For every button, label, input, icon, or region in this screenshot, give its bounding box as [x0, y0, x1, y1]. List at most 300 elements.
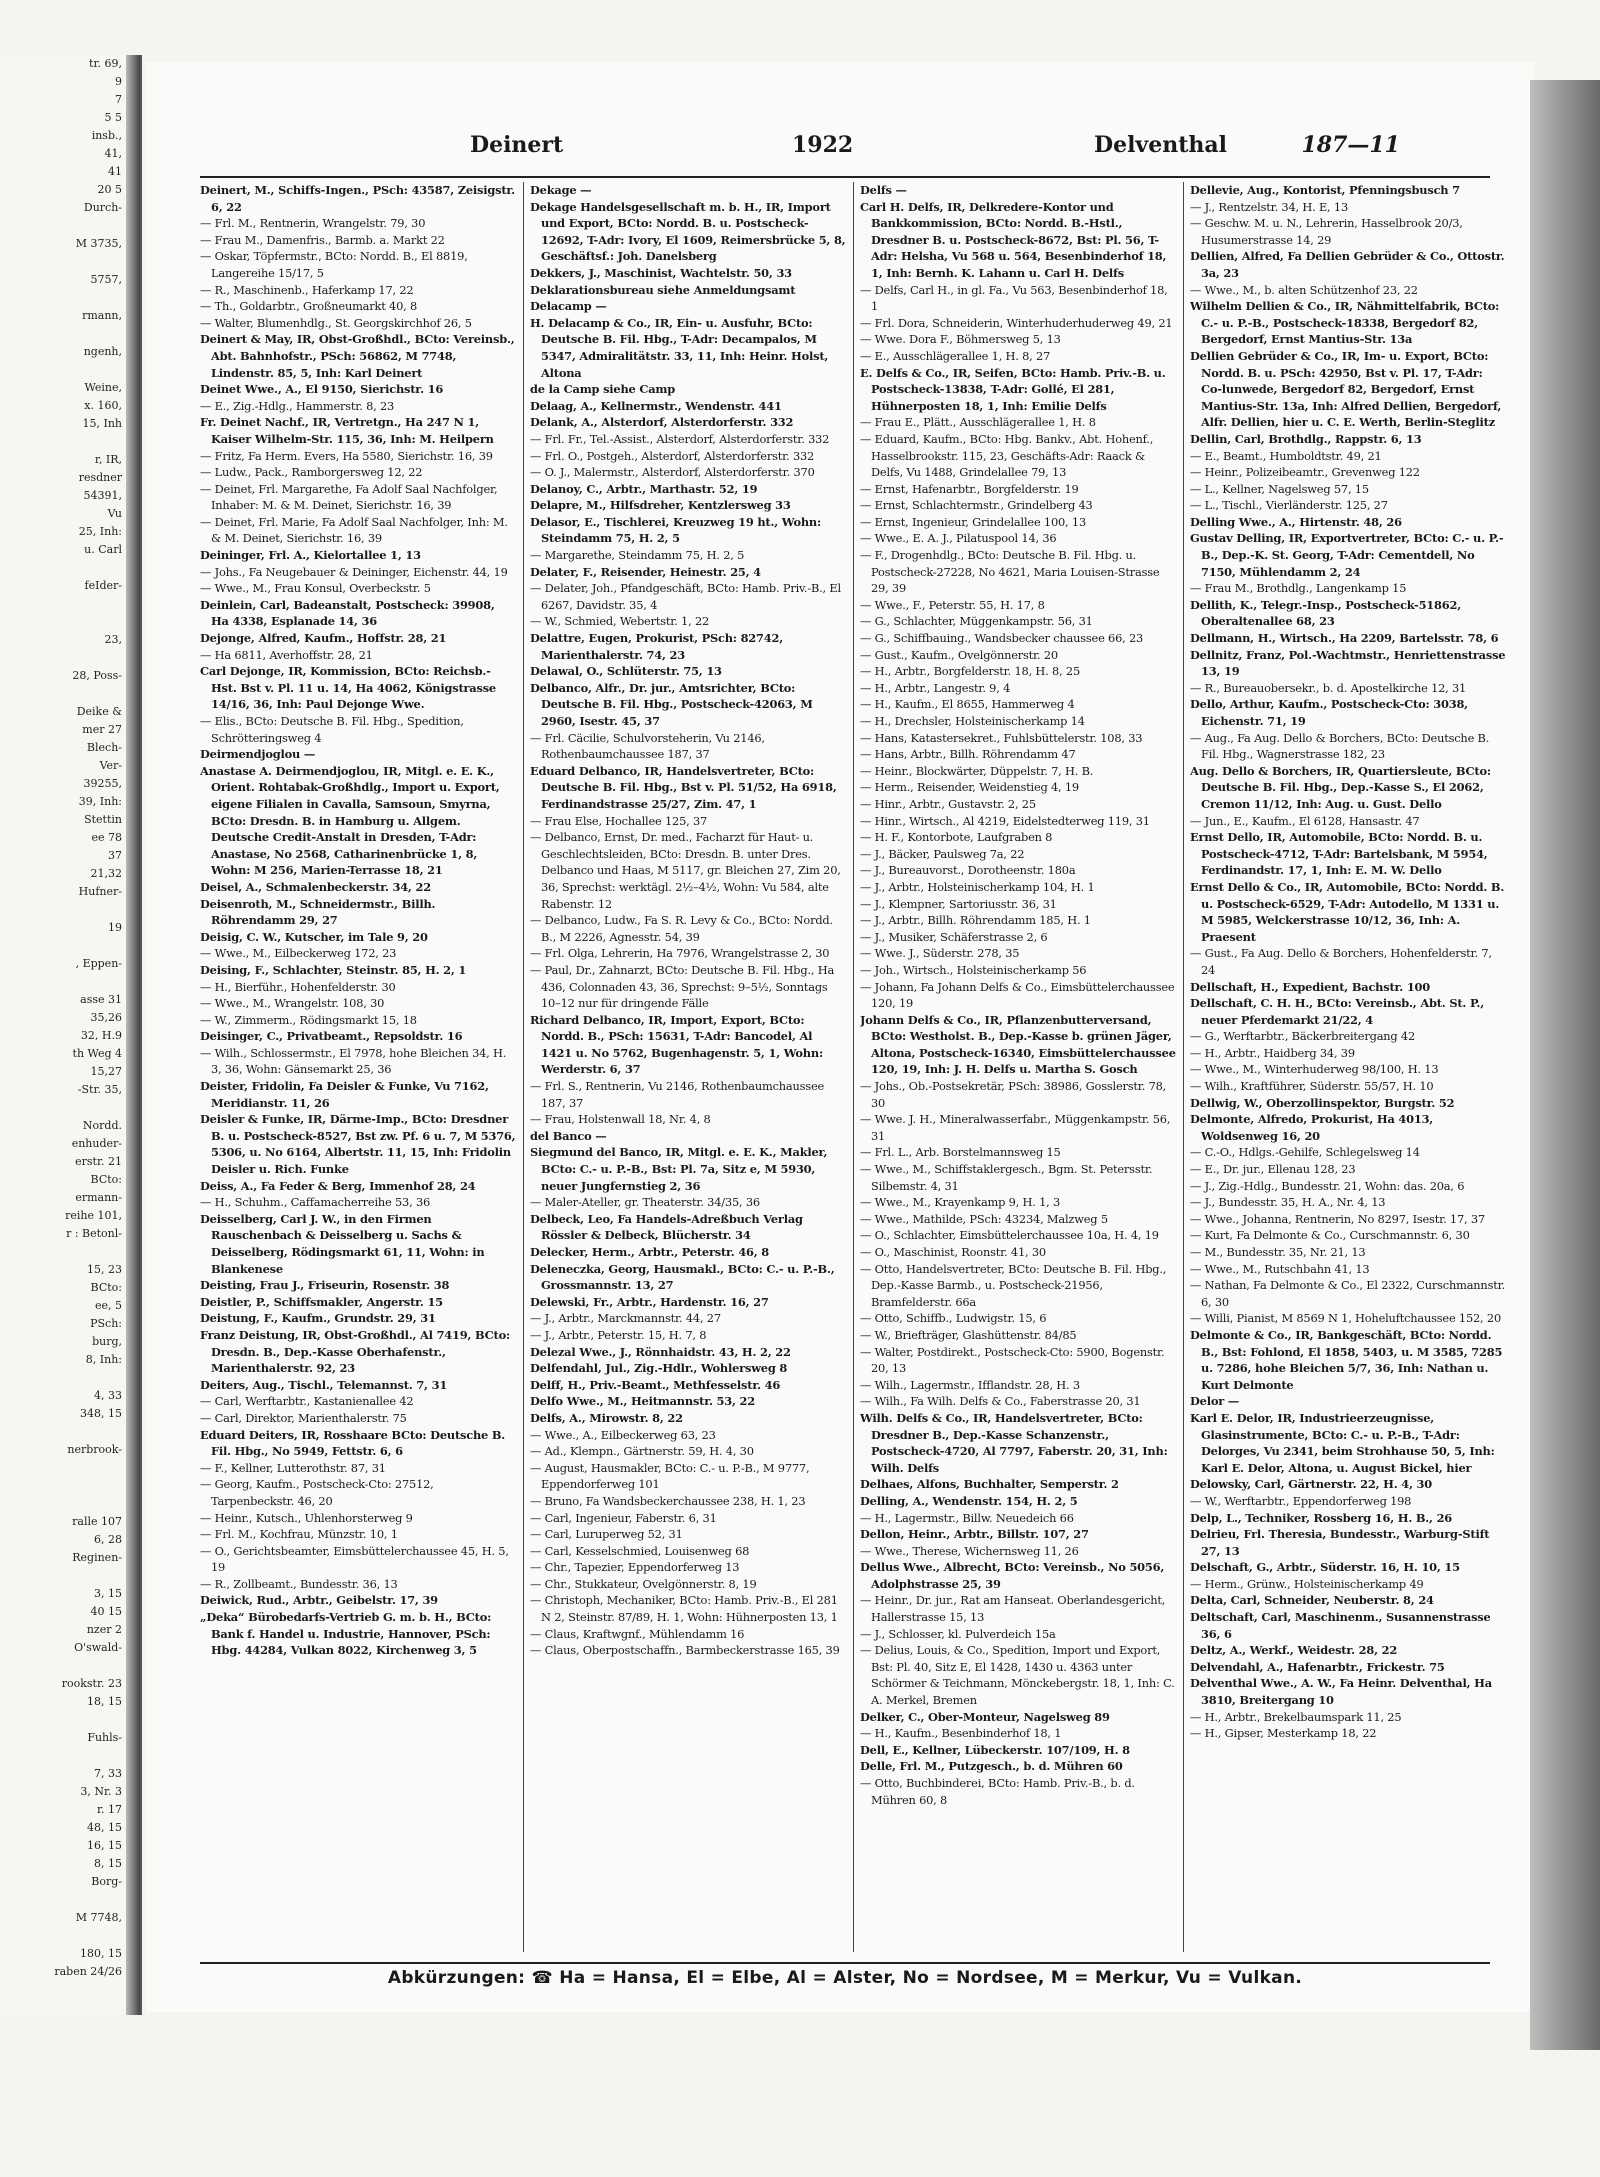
directory-entry: — Kurt, Fa Delmonte & Co., Curschmannstr. 6, 30 — [1190, 1228, 1470, 1243]
previous-page-line — [0, 217, 140, 235]
previous-page-line: asse 31 — [80, 993, 122, 1006]
directory-entry: — Wwe., M., Krayenkamp 9, H. 1, 3 — [860, 1195, 1061, 1210]
directory-entry: Ernst Dello & Co., IR, Automobile, BCto: Nordd. B. u. Postscheck-6529, T-Adr: Autodello, M 1331 u. M 5985, Welckerstrasse 10/12, 36, Inh: A. Praesent — [1190, 879, 1505, 944]
directory-entry: — Th., Goldarbtr., Großneumarkt 40, 8 — [200, 299, 418, 314]
directory-entry: Deisinger, C., Privatbeamt., Repsoldstr. 16 — [200, 1029, 463, 1044]
directory-entry: — J., Klempner, Sartoriusstr. 36, 31 — [860, 896, 1057, 911]
previous-page-line: ee 78 — [91, 831, 122, 844]
directory-entry: — Gust., Fa Aug. Dello & Borchers, Hohenfelderstr. 7, 24 — [1190, 946, 1492, 977]
previous-page-line: 32, H.9 — [80, 1029, 122, 1042]
directory-entry: — Herm., Reisender, Weidenstieg 4, 19 — [860, 780, 1079, 795]
directory-entry: — E., Dr. jur., Ellenau 128, 23 — [1190, 1162, 1356, 1177]
previous-page-line: rmann, — [82, 309, 122, 322]
directory-entry: — Aug., Fa Aug. Dello & Borchers, BCto: Deutsche B. Fil. Hbg., Wagnerstrasse 182, 23 — [1190, 730, 1490, 762]
column-3 — [860, 182, 1176, 1952]
directory-entry: — J., Schlosser, kl. Pulverdeich 15a — [860, 1626, 1056, 1641]
directory-entry: — W., Schmied, Webertstr. 1, 22 — [530, 614, 710, 629]
directory-entry: — F., Drogenhdlg., BCto: Deutsche B. Fil. Hbg. u. Postscheck-27228, No 4621, Maria Louisen-Strasse 29, 39 — [860, 548, 1160, 596]
directory-entry: Richard Delbanco, IR, Import, Export, BCto: Nordd. B., PSch: 15631, T-Adr: Bancodel, Al 1421 u. No 5762, Bugenhagenstr. 5, 1, Wohn: Werderstr. 6, 37 — [530, 1012, 823, 1077]
directory-entry: — Chr., Tapezier, Eppendorferweg 13 — [530, 1560, 740, 1575]
directory-entry: Deiwick, Rud., Arbtr., Geibelstr. 17, 39 — [200, 1593, 438, 1608]
previous-page-line: raben 24/26 — [54, 1965, 122, 1978]
previous-page-line: r : Betonl- — [66, 1227, 122, 1240]
directory-entry: — E., Zig.-Hdlg., Hammerstr. 8, 23 — [200, 398, 395, 413]
previous-page-line: feIder- — [84, 579, 122, 592]
directory-entry: — Heinr., Dr. jur., Rat am Hanseat. Oberlandesgericht, Hallerstrasse 15, 13 — [860, 1593, 1166, 1625]
directory-entry: Dekkers, J., Maschinist, Wachtelstr. 50, 33 — [530, 265, 792, 280]
directory-entry: Deisting, Frau J., Friseurin, Rosenstr. 38 — [200, 1278, 450, 1293]
directory-entry: — Frau E., Plätt., Ausschlägerallee 1, H. 8 — [860, 415, 1096, 430]
directory-entry: — J., Bureauvorst., Dorotheenstr. 180a — [860, 863, 1076, 878]
directory-entry: — Bruno, Fa Wandsbeckerchaussee 238, H. 1, 23 — [530, 1493, 806, 1508]
directory-entry: Delbeck, Leo, Fa Handels-Adreßbuch Verlag Rössler & Delbeck, Blücherstr. 34 — [530, 1211, 803, 1243]
directory-entry: Delasor, E., Tischlerei, Kreuzweg 19 ht., Wohn: Steindamm 75, H. 2, 5 — [530, 514, 822, 546]
previous-page-line — [0, 433, 140, 451]
previous-page-line: resdner — [78, 471, 122, 484]
directory-entry: — H., Kaufm., Besenbinderhof 18, 1 — [860, 1726, 1062, 1741]
previous-page-line: Fuhls- — [87, 1731, 122, 1744]
directory-entry: Dellith, K., Telegr.-Insp., Postscheck-51862, Oberaltenallee 68, 23 — [1190, 597, 1461, 629]
directory-entry: — Willi, Pianist, M 8569 N 1, Hoheluftchaussee 152, 20 — [1190, 1311, 1501, 1326]
previous-page-line: PSch: — [90, 1317, 122, 1330]
previous-page-line: tr. 69, — [89, 57, 122, 70]
directory-entry: Delta, Carl, Schneider, Neuberstr. 8, 24 — [1190, 1593, 1434, 1608]
directory-entry: — Delfs, Carl H., in gl. Fa., Vu 563, Besenbinderhof 18, 1 — [860, 282, 1168, 314]
directory-entry: Deiters, Aug., Tischl., Telemannst. 7, 31 — [200, 1377, 448, 1392]
previous-page-line — [0, 1567, 140, 1585]
previous-page-line: 21,32 — [90, 867, 122, 880]
directory-entry: — Claus, Kraftwgnf., Mühlendamm 16 — [530, 1626, 745, 1641]
directory-entry: — H., Arbtr., Brekelbaumspark 11, 25 — [1190, 1709, 1402, 1724]
previous-page-line: 4, 33 — [94, 1389, 122, 1402]
previous-page-line: 15, Inh — [82, 417, 122, 430]
directory-entry: Dellmann, H., Wirtsch., Ha 2209, Bartelsstr. 78, 6 — [1190, 631, 1499, 646]
directory-entry: — Frl. Cäcilie, Schulvorsteherin, Vu 2146, Rothenbaumchaussee 187, 37 — [530, 730, 765, 762]
previous-page-line: 15, 23 — [87, 1263, 122, 1276]
directory-entry: — Ludw., Pack., Ramborgersweg 12, 22 — [200, 465, 423, 480]
abbreviations-text: Abkürzungen: ☎ Ha = Hansa, El = Elbe, Al = Alster, No = Nordsee, M = Merkur, Vu = Vulkan. — [387, 1968, 1303, 1988]
directory-entry: Deistler, P., Schiffsmakler, Angerstr. 15 — [200, 1294, 443, 1309]
directory-entry: de la Camp siehe Camp — [530, 382, 676, 397]
previous-page-line: nzer 2 — [86, 1623, 122, 1636]
directory-entry: — Walter, Postdirekt., Postscheck-Cto: 5900, Bogenstr. 20, 13 — [860, 1344, 1165, 1376]
previous-page-line — [0, 325, 140, 343]
previous-page-line — [0, 973, 140, 991]
previous-page-line: 3, Nr. 3 — [80, 1785, 122, 1798]
directory-entry: — O., Maschinist, Roonstr. 41, 30 — [860, 1245, 1046, 1259]
previous-page-line — [0, 289, 140, 307]
previous-page-line — [0, 685, 140, 703]
previous-page-line — [0, 1243, 140, 1261]
previous-page-line: 6, 28 — [94, 1533, 122, 1546]
directory-entry: — Delbanco, Ludw., Fa S. R. Levy & Co., BCto: Nordd. B., M 2226, Agnesstr. 54, 39 — [530, 913, 833, 944]
directory-entry: Dekage Handelsgesellschaft m. b. H., IR, Import und Export, BCto: Nordd. B. u. Postscheck-12692, T-Adr: Ivory, El 1609, Reimersbrücke 5, 8, Geschäftsf.: Joh. Danelsberg — [530, 199, 846, 264]
previous-page-line: 8, Inh: — [85, 1353, 122, 1366]
directory-entry: — Frau Else, Hochallee 125, 37 — [530, 813, 708, 828]
directory-entry: — Wwe. J., Süderstr. 278, 35 — [860, 946, 1020, 961]
directory-entry: „Deka“ Bürobedarfs-Vertrieb G. m. b. H., BCto: Bank f. Handel u. Industrie, Hannover, PSch: Hbg. 44284, Vulkan 8022, Kirchenweg 3, 5 — [200, 1610, 492, 1658]
previous-page-line — [0, 1891, 140, 1909]
directory-entry: — H., Drechsler, Holsteinischerkamp 14 — [860, 714, 1085, 728]
directory-entry: — Oskar, Töpfermstr., BCto: Nordd. B., El 8819, Langereihe 15/17, 5 — [200, 249, 468, 280]
directory-entry: — Otto, Schiffb., Ludwigstr. 15, 6 — [860, 1311, 1047, 1326]
directory-entry: — Frau M., Brothdlg., Langenkamp 15 — [1190, 581, 1407, 596]
previous-page-line: 5757, — [90, 273, 122, 286]
directory-entry: — O., Schlachter, Eimsbüttelerchaussee 10a, H. 4, 19 — [860, 1228, 1159, 1243]
directory-entry: — H., Arbtr., Borgfelderstr. 18, H. 8, 25 — [860, 664, 1080, 679]
directory-entry: Dellus Wwe., Albrecht, BCto: Vereinsb., No 5056, Adolphstrasse 25, 39 — [860, 1560, 1165, 1591]
directory-entry: — J., Arbtr., Holsteinischerkamp 104, H. 1 — [860, 879, 1095, 894]
directory-entry: Dellien Gebrüder & Co., IR, Im- u. Export, BCto: Nordd. B. u. PSch: 42950, Bst v. Pl. 17, T-Adr: Co-lunwede, Bergedorf 82, Bergedorf, Ernst Mantius-Str. 13a, Inh: Alfred Dellien, Bergedorf, Alfr. Dellien, hier u. C. E. Werth, Berlin-Steglitz — [1190, 348, 1502, 430]
directory-entry: — W., Zimmerm., Rödingsmarkt 15, 18 — [200, 1012, 417, 1027]
previous-page-line: 8, 15 — [94, 1857, 122, 1870]
directory-entry: Delaag, A., Kellnermstr., Wendenstr. 441 — [530, 398, 782, 413]
directory-entry: — Wilh., Lagermstr., Ifflandstr. 28, H. 3 — [860, 1377, 1080, 1392]
directory-entry: Delp, L., Techniker, Rossberg 16, H. B., 26 — [1190, 1510, 1453, 1525]
previous-page-line: 5 5 — [104, 111, 122, 124]
previous-page-line — [0, 1369, 140, 1387]
directory-entry: Deinet Wwe., A., El 9150, Sierichstr. 16 — [200, 382, 444, 397]
previous-page-line — [0, 649, 140, 667]
column-divider — [853, 182, 854, 1952]
previous-page-line — [0, 1495, 140, 1513]
previous-page-line: erstr. 21 — [75, 1155, 122, 1168]
previous-page-line: burg, — [92, 1335, 122, 1348]
previous-page-line: Ver- — [99, 759, 122, 772]
directory-entry: — H., Arbtr., Langestr. 9, 4 — [860, 680, 1011, 695]
previous-page-line: BCto: — [90, 1173, 122, 1186]
previous-page-line — [0, 1747, 140, 1765]
directory-entry: Deising, F., Schlachter, Steinstr. 85, H. 2, 1 — [200, 962, 467, 977]
directory-entry: — Otto, Handelsvertreter, BCto: Deutsche B. Fil. Hbg., Dep.-Kasse Barmb., u. Postscheck-21956, Bramfelderstr. 66a — [860, 1261, 1167, 1309]
directory-entry: Delfs — — [860, 183, 907, 197]
directory-entry: — O. J., Malermstr., Alsterdorf, Alsterdorferstr. 370 — [530, 465, 815, 480]
previous-page-line: Reginen- — [72, 1551, 122, 1564]
directory-entry: — Heinr., Polizeibeamtr., Grevenweg 122 — [1190, 465, 1420, 480]
previous-page-line: 41, — [104, 147, 122, 160]
directory-entry: Dello, Arthur, Kaufm., Postscheck-Cto: 3038, Eichenstr. 71, 19 — [1190, 697, 1468, 728]
previous-page-line: , Eppen- — [75, 957, 122, 970]
directory-entry: — H., Schuhm., Caffamacherreihe 53, 36 — [200, 1195, 431, 1210]
directory-entry: — Joh., Wirtsch., Holsteinischerkamp 56 — [860, 962, 1087, 977]
directory-entry: Anastase A. Deirmendjoglou, IR, Mitgl. e. E. K., Orient. Rohtabak-Großhdlg., Import u. Export, eigene Filialen in Cavalla, Samsoun, Smyrna, BCto: Dresdn. B. in Hamburg u. Allgem. Deutsche Credit-Anstalt in Dresden, T-Adr: Anastase, No 2568, Catharinenbrücke 1, 8, Wohn: M 256, Marien-Terrasse 18, 21 — [200, 763, 500, 878]
directory-entry: — Wwe., M., Frau Konsul, Overbeckstr. 5 — [200, 581, 431, 596]
previous-page-line: ngenh, — [83, 345, 122, 358]
directory-entry: — Deinet, Frl. Marie, Fa Adolf Saal Nachfolger, Inh: M. & M. Deinet, Sierichstr. 16, 39 — [200, 514, 508, 546]
directory-entry: — Heinr., Blockwärter, Düppelstr. 7, H. B. — [860, 763, 1094, 778]
previous-page-line: ermann- — [75, 1191, 122, 1204]
previous-page-line: Durch- — [83, 201, 122, 214]
previous-page-line: enhuder- — [71, 1137, 122, 1150]
directory-entry: E. Delfs & Co., IR, Seifen, BCto: Hamb. Priv.-B. u. Postscheck-13838, T-Adr: Gollé, El 281, Hühnerposten 18, 1, Inh: Emilie Delfs — [860, 365, 1166, 413]
directory-entry: Delezal Wwe., J., Rönnhaidstr. 43, H. 2, 22 — [530, 1344, 791, 1359]
previous-page-line: 180, 15 — [80, 1947, 122, 1960]
previous-page-line: 41 — [108, 165, 122, 178]
directory-entry: — E., Beamt., Humboldtstr. 49, 21 — [1190, 448, 1382, 463]
directory-entry: Delle, Frl. M., Putzgesch., b. d. Mühren 60 — [860, 1759, 1123, 1774]
directory-entry: — L., Kellner, Nagelsweg 57, 15 — [1190, 481, 1369, 496]
directory-columns — [200, 182, 1506, 1952]
previous-page-fragments — [0, 55, 140, 1981]
directory-entry: — Frl. L., Arb. Borstelmannsweg 15 — [860, 1145, 1061, 1160]
directory-entry: Delfendahl, Jul., Zig.-Hdlr., Wohlersweg 8 — [530, 1361, 788, 1376]
previous-page-line — [0, 1099, 140, 1117]
directory-entry: — Carl, Werftarbtr., Kastanienallee 42 — [200, 1394, 414, 1409]
directory-entry: H. Delacamp & Co., IR, Ein- u. Ausfuhr, BCto: Deutsche B. Fil. Hbg., T-Adr: Decampalos, M 5347, Admiralitätstr. 33, 11, Inh: Heinr. Holst, Altona — [530, 315, 829, 380]
directory-entry: Deistung, F., Kaufm., Grundstr. 29, 31 — [200, 1311, 436, 1326]
previous-page-line: insb., — [91, 129, 122, 142]
directory-entry: — H., Gipser, Mesterkamp 18, 22 — [1190, 1726, 1377, 1741]
directory-entry: Wilh. Delfs & Co., IR, Handelsvertreter, BCto: Dresdner B., Dep.-Kasse Schanzenstr., Postscheck-4720, Al 7797, Faberstr. 20, 31, Inh: Wilh. Delfs — [860, 1410, 1168, 1475]
directory-entry: — J., Bäcker, Paulsweg 7a, 22 — [860, 846, 1025, 861]
directory-entry: del Banco — — [530, 1128, 607, 1143]
directory-entry: Delor — — [1190, 1394, 1240, 1409]
directory-entry: — H., Bierführ., Hohenfelderstr. 30 — [200, 979, 396, 994]
directory-entry: — Wwe., M., b. alten Schützenhof 23, 22 — [1190, 282, 1418, 297]
directory-entry: Dellevie, Aug., Kontorist, Pfenningsbusch 7 — [1190, 183, 1460, 197]
previous-page-line: u. Carl — [84, 543, 122, 556]
previous-page-line: 18, 15 — [87, 1695, 122, 1708]
directory-entry: Franz Deistung, IR, Obst-Großhdl., Al 7419, BCto: Dresdn. B., Dep.-Kasse Oberhafenstr., Marienthalerstr. 92, 23 — [200, 1327, 510, 1376]
directory-entry: Delater, F., Reisender, Heinestr. 25, 4 — [530, 564, 761, 579]
previous-page-line: O'swald- — [74, 1641, 122, 1654]
directory-entry: Karl E. Delor, IR, Industrieerzeugnisse, Glasinstrumente, BCto: C.- u. P.-B., T-Adr: Delorges, Vu 2341, beim Strohhause 50, 5, Inh: Karl E. Delor, Altona, u. August Bickel, hier — [1190, 1410, 1495, 1475]
directory-entry: Delling Wwe., A., Hirtenstr. 48, 26 — [1190, 514, 1402, 529]
directory-entry: Delbanco, Alfr., Dr. jur., Amtsrichter, BCto: Deutsche B. Fil. Hbg., Postscheck-42063, M 2960, Isestr. 45, 37 — [530, 680, 813, 728]
directory-entry: — Johs., Ob.-Postsekretär, PSch: 38986, Gosslerstr. 78, 30 — [860, 1079, 1167, 1110]
directory-entry: — Elis., BCto: Deutsche B. Fil. Hbg., Spedition, Schrötteringsweg 4 — [200, 714, 464, 745]
directory-entry: — Wilh., Schlossermstr., El 7978, hohe Bleichen 34, H. 3, 36, Wohn: Gänsemarkt 25, 36 — [200, 1045, 507, 1077]
directory-entry: Dekage — — [530, 183, 592, 197]
directory-entry: — Wwe., A., Eilbeckerweg 63, 23 — [530, 1427, 716, 1442]
directory-entry: — Wwe., Mathilde, PSch: 43234, Malzweg 5 — [860, 1211, 1108, 1226]
directory-entry: — Hinr., Arbtr., Gustavstr. 2, 25 — [860, 796, 1036, 811]
previous-page-line — [0, 1927, 140, 1945]
directory-entry: Deininger, Frl. A., Kielortallee 1, 13 — [200, 548, 421, 563]
previous-page-line: ee, 5 — [94, 1299, 122, 1312]
directory-entry: Deinert & May, IR, Obst-Großhdl., BCto: Vereinsb., Abt. Bahnhofstr., PSch: 56862, M 7748, Lindenstr. 85, 5, Inh: Karl Deinert — [200, 332, 515, 380]
previous-page-line: mer 27 — [82, 723, 122, 736]
directory-entry: Delattre, Eugen, Prokurist, PSch: 82742, Marienthalerstr. 74, 23 — [530, 631, 783, 662]
directory-entry: — Wwe., E. A. J., Pilatuspool 14, 36 — [860, 531, 1057, 546]
column-4 — [1190, 182, 1506, 1952]
directory-entry: Dell, E., Kellner, Lübeckerstr. 107/109, H. 8 — [860, 1742, 1130, 1757]
directory-entry: Deister, Fridolin, Fa Deisler & Funke, Vu 7162, Meridianstr. 11, 26 — [200, 1079, 489, 1110]
previous-page-line: 35,26 — [90, 1011, 122, 1024]
previous-page-line: Vu — [107, 507, 122, 520]
column-1 — [200, 182, 516, 1952]
directory-entry: — Christoph, Mechaniker, BCto: Hamb. Priv.-B., El 281 N 2, Steinstr. 87/89, H. 1, Wohn: Hühnerposten 13, 1 — [530, 1593, 838, 1625]
directory-entry: Deinlein, Carl, Badeanstalt, Postscheck: 39908, Ha 4338, Esplanade 14, 36 — [200, 597, 495, 629]
previous-page-line: reihe 101, — [65, 1209, 122, 1222]
directory-entry: Delewski, Fr., Arbtr., Hardenstr. 16, 27 — [530, 1294, 769, 1309]
directory-entry: — Frl. Dora, Schneiderin, Winterhuderhuderweg 49, 21 — [860, 315, 1173, 330]
previous-page-line: 25, Inh: — [78, 525, 122, 538]
abbreviations-footer — [200, 1962, 1490, 1998]
header-rule — [200, 176, 1490, 178]
directory-entry: Delrieu, Frl. Theresia, Bundesstr., Warburg-Stift 27, 13 — [1190, 1527, 1490, 1558]
directory-entry: Dellien, Alfred, Fa Dellien Gebrüder & Co., Ottostr. 3a, 23 — [1190, 249, 1505, 280]
directory-entry: — F., Kellner, Lutterothstr. 87, 31 — [200, 1460, 386, 1475]
previous-page-line: Weine, — [84, 381, 122, 394]
directory-entry: — J., Arbtr., Billh. Röhrendamm 185, H. 1 — [860, 913, 1091, 928]
directory-entry: — Chr., Stukkateur, Ovelgönnerstr. 8, 19 — [530, 1576, 757, 1591]
directory-entry: — J., Zig.-Hdlg., Bundesstr. 21, Wohn: das. 20a, 6 — [1190, 1178, 1465, 1193]
directory-entry: Aug. Dello & Borchers, IR, Quartiersleute, BCto: Deutsche B. Fil. Hbg., Dep.-Kasse S., El 2062, Cremon 11/12, Inh: Aug. u. Gust. Dello — [1190, 763, 1491, 811]
column-2 — [530, 182, 846, 1952]
directory-entry: — Delbanco, Ernst, Dr. med., Facharzt für Haut- u. Geschlechtsleiden, BCto: Dresdn. B. unter Dres. Delbanco und Haas, M 5117, gr. Bleichen 27, Zim 20, 36, Sprechst: werktägl. 2½–4½, Wohn: Vu 584, alte Rabenstr. 12 — [530, 830, 841, 911]
directory-entry: Deisselberg, Carl J. W., in den Firmen Rauschenbach & Deisselberg u. Sachs & Deisselberg, Rödingsmarkt 61, 11, Wohn: in Blankenese — [200, 1211, 485, 1276]
directory-entry: — Wwe., Johanna, Rentnerin, No 8297, Isestr. 17, 37 — [1190, 1211, 1485, 1226]
previous-page-line: 16, 15 — [87, 1839, 122, 1852]
directory-entry: — Johs., Fa Neugebauer & Deininger, Eichenstr. 44, 19 — [200, 564, 508, 579]
directory-entry: Ernst Dello, IR, Automobile, BCto: Nordd. B. u. Postscheck-4712, T-Adr: Bartelsbank, M 5954, Ferdinandstr. 17, 1, Inh: E. M. W. Dello — [1190, 830, 1488, 878]
directory-entry: — Herm., Grünw., Holsteinischerkamp 49 — [1190, 1576, 1424, 1591]
directory-entry: — Wwe., M., Wrangelstr. 108, 30 — [200, 996, 385, 1011]
directory-entry: — J., Arbtr., Marckmannstr. 44, 27 — [530, 1311, 721, 1326]
directory-entry: — Paul, Dr., Zahnarzt, BCto: Deutsche B. Fil. Hbg., Ha 436, Colonnaden 43, 36, Sprechst: 9–5½, Sonntags 10–12 nur für dringende Fälle — [530, 962, 835, 1011]
directory-entry: — Claus, Oberpostschaffn., Barmbeckerstrasse 165, 39 — [530, 1643, 840, 1658]
previous-page-line: 19 — [108, 921, 122, 934]
previous-page-line: 9 — [115, 75, 122, 88]
directory-entry: — Frl. M., Kochfrau, Münzstr. 10, 1 — [200, 1527, 398, 1542]
previous-page-line: Deike & — [76, 705, 122, 718]
previous-page-line: Hufner- — [78, 885, 122, 898]
previous-page-line: 40 15 — [90, 1605, 122, 1618]
directory-entry: Delff, H., Priv.-Beamt., Methfesselstr. 46 — [530, 1377, 781, 1392]
directory-entry: — Frl. O., Postgeh., Alsterdorf, Alsterdorferstr. 332 — [530, 448, 815, 463]
page-number: 187—11 — [1301, 132, 1400, 158]
previous-page-line — [0, 1711, 140, 1729]
directory-entry: Delschaft, G., Arbtr., Süderstr. 16, H. 10, 15 — [1190, 1560, 1460, 1575]
directory-entry: — G., Schiffbauing., Wandsbecker chaussee 66, 23 — [860, 631, 1144, 646]
directory-entry: — L., Tischl., Vierländerstr. 125, 27 — [1190, 498, 1388, 513]
directory-entry: — Deinet, Frl. Margarethe, Fa Adolf Saal Nachfolger, Inhaber: M. & M. Deinet, Sierichstr. 16, 39 — [200, 481, 498, 513]
previous-page-line: rookstr. 23 — [61, 1677, 122, 1690]
previous-page-line: x. 160, — [84, 399, 122, 412]
directory-entry: Dellschaft, C. H. H., BCto: Vereinsb., Abt. St. P., neuer Pferdemarkt 21/22, 4 — [1190, 996, 1484, 1027]
header-year: 1922 — [792, 132, 854, 158]
directory-entry: — Wilh., Fa Wilh. Delfs & Co., Faberstrasse 20, 31 — [860, 1394, 1141, 1409]
directory-entry: Carl Dejonge, IR, Kommission, BCto: Reichsb.-Hst. Bst v. Pl. 11 u. 14, Ha 4062, Königstrasse 14/16, 36, Inh: Paul Dejonge Wwe. — [200, 664, 496, 712]
directory-entry: — Gust., Kaufm., Ovelgönnerstr. 20 — [860, 647, 1058, 662]
directory-entry: Delank, A., Alsterdorf, Alsterdorferstr. 332 — [530, 415, 794, 430]
previous-page-line: 28, Poss- — [72, 669, 122, 682]
directory-entry: — Ha 6811, Averhoffstr. 28, 21 — [200, 647, 373, 662]
directory-entry: — E., Ausschlägerallee 1, H. 8, 27 — [860, 348, 1051, 363]
previous-page-line: -Str. 35, — [77, 1083, 122, 1096]
previous-page-line: 348, 15 — [80, 1407, 122, 1420]
directory-entry: — Ernst, Schlachtermstr., Grindelberg 43 — [860, 498, 1093, 513]
previous-page-line — [0, 613, 140, 631]
previous-page-line: M 7748, — [75, 1911, 122, 1924]
directory-entry: Delfo Wwe., M., Heitmannstr. 53, 22 — [530, 1394, 755, 1409]
directory-entry: Delling, A., Wendenstr. 154, H. 2, 5 — [860, 1493, 1078, 1508]
previous-page-line: 39255, — [83, 777, 122, 790]
previous-page-line: Stettin — [84, 813, 122, 826]
directory-entry: — Wwe. J. H., Mineralwasserfabr., Müggenkampstr. 56, 31 — [860, 1112, 1171, 1143]
directory-entry: Fr. Deinet Nachf., IR, Vertretgn., Ha 247 N 1, Kaiser Wilhelm-Str. 115, 36, Inh: M. Heilpern — [200, 415, 494, 446]
directory-entry: Eduard Deiters, IR, Rosshaare BCto: Deutsche B. Fil. Hbg., No 5949, Fettstr. 6, 6 — [200, 1427, 506, 1459]
directory-entry: — Geschw. M. u. N., Lehrerin, Hasselbrook 20/3, Husumerstrasse 14, 29 — [1190, 216, 1463, 247]
previous-page-line — [0, 1423, 140, 1441]
directory-entry: — August, Hausmakler, BCto: C.- u. P.-B., M 9777, Eppendorferweg 101 — [530, 1460, 810, 1492]
directory-entry: — Ernst, Ingenieur, Grindelallee 100, 13 — [860, 514, 1086, 529]
directory-entry: — W., Briefträger, Glashüttenstr. 84/85 — [860, 1327, 1077, 1342]
directory-entry: — Nathan, Fa Delmonte & Co., El 2322, Curschmannstr. 6, 30 — [1190, 1278, 1506, 1309]
directory-entry: Carl H. Delfs, IR, Delkredere-Kontor und Bankkommission, BCto: Nordd. B.-Hstl., Dresdner B. u. Postscheck-8672, Bst: Pl. 56, T-Adr: Helsha, Vu 568 u. 564, Besenbinderhof 18, 1, Inh: Bernh. K. Lahann u. Carl H. Delfs — [860, 199, 1167, 280]
previous-page-line: 37 — [108, 849, 122, 862]
previous-page-line — [0, 1657, 140, 1675]
directory-entry: — Wwe., M., Schiffstaklergesch., Bgm. St. Petersstr. Silbemstr. 4, 31 — [860, 1162, 1153, 1193]
directory-entry: Delvendahl, A., Hafenarbtr., Frickestr. 75 — [1190, 1659, 1445, 1674]
previous-page-line — [0, 595, 140, 613]
directory-entry: — Carl, Luruperweg 52, 31 — [530, 1527, 683, 1542]
directory-entry: — O., Gerichtsbeamter, Eimsbüttelerchaussee 45, H. 5, 19 — [200, 1543, 509, 1575]
directory-entry: — H. F., Kontorbote, Laufgraben 8 — [860, 830, 1053, 845]
previous-page-line: 3, 15 — [94, 1587, 122, 1600]
page-edge-shadow — [1530, 80, 1600, 2050]
directory-entry: Deisenroth, M., Schneidermstr., Billh. Röhrendamm 29, 27 — [200, 896, 436, 928]
directory-entry: — Frl. M., Rentnerin, Wrangelstr. 79, 30 — [200, 216, 426, 231]
previous-page-line: r. 17 — [96, 1803, 122, 1816]
directory-entry: — Carl, Ingenieur, Faberstr. 6, 31 — [530, 1510, 717, 1525]
directory-entry: — J., Bundesstr. 35, H. A., Nr. 4, 13 — [1190, 1195, 1386, 1210]
directory-entry: — Frl. Olga, Lehrerin, Ha 7976, Wrangelstrasse 2, 30 — [530, 946, 830, 961]
directory-entry: — Hans, Arbtr., Billh. Röhrendamm 47 — [860, 747, 1076, 762]
directory-entry: — Maler-Ateller, gr. Theaterstr. 34/35, 36 — [530, 1195, 760, 1210]
column-divider — [1183, 182, 1184, 1952]
previous-page-line: th Weg 4 — [72, 1047, 122, 1060]
previous-page-line — [0, 253, 140, 271]
directory-entry: Deisler & Funke, IR, Därme-Imp., BCto: Dresdner B. u. Postscheck-8527, Bst zw. Pf. 6 u. 7, M 5376, 5306, u. No 6164, Albertstr. 11, 15, Inh: Fridolin Deisler u. Rich. Funke — [200, 1112, 516, 1177]
directory-entry: — Johann, Fa Johann Delfs & Co., Eimsbüttelerchaussee 120, 19 — [860, 979, 1175, 1011]
directory-entry: — G., Schlachter, Müggenkampstr. 56, 31 — [860, 614, 1093, 629]
directory-entry: — G., Werftarbtr., Bäckerbreitergang 42 — [1190, 1029, 1416, 1044]
previous-page-line: r, IR, — [94, 453, 122, 466]
directory-entry: Dellnitz, Franz, Pol.-Wachtmstr., Henriettenstrasse 13, 19 — [1190, 647, 1506, 679]
directory-entry: Delawal, O., Schlüterstr. 75, 13 — [530, 664, 722, 679]
page-header — [200, 132, 1400, 166]
directory-entry: — J., Rentzelstr. 34, H. E, 13 — [1190, 199, 1348, 214]
header-right-word: Delventhal — [1094, 132, 1227, 158]
directory-entry: — Wwe., F., Peterstr. 55, H. 17, 8 — [860, 597, 1045, 612]
directory-entry: Delker, C., Ober-Monteur, Nagelsweg 89 — [860, 1709, 1110, 1724]
directory-entry: — Wwe., M., Rutschbahn 41, 13 — [1190, 1261, 1370, 1276]
directory-entry: — Heinr., Kutsch., Uhlenhorsterweg 9 — [200, 1510, 413, 1525]
previous-page-line: Blech- — [86, 741, 122, 754]
column-divider — [523, 182, 524, 1952]
directory-entry: — Margarethe, Steindamm 75, H. 2, 5 — [530, 548, 745, 563]
previous-page-line: 39, Inh: — [78, 795, 122, 808]
previous-page-line — [0, 1477, 140, 1495]
directory-entry: — Wwe., Therese, Wichernsweg 11, 26 — [860, 1543, 1079, 1558]
directory-entry: — R., Maschinenb., Haferkamp 17, 22 — [200, 282, 414, 297]
directory-entry: Deltschaft, Carl, Maschinenm., Susannenstrasse 36, 6 — [1190, 1610, 1491, 1641]
previous-page-line: Borg- — [91, 1875, 122, 1888]
previous-page-line — [0, 937, 140, 955]
directory-entry: — H., Lagermstr., Billw. Neuedeich 66 — [860, 1510, 1074, 1525]
directory-entry: Deisel, A., Schmalenbeckerstr. 34, 22 — [200, 879, 431, 894]
previous-page-line — [0, 559, 140, 577]
directory-entry: Deinert, M., Schiffs-Ingen., PSch: 43587, Zeisigstr. 6, 22 — [200, 183, 515, 214]
directory-entry: — Jun., E., Kaufm., El 6128, Hansastr. 47 — [1190, 813, 1420, 828]
previous-page-line: 48, 15 — [87, 1821, 122, 1834]
directory-entry: Deiss, A., Fa Feder & Berg, Immenhof 28, 24 — [200, 1178, 476, 1193]
directory-entry: Delowsky, Carl, Gärtnerstr. 22, H. 4, 30 — [1190, 1477, 1432, 1492]
directory-entry: — J., Musiker, Schäferstrasse 2, 6 — [860, 929, 1048, 944]
directory-entry: — Wwe., M., Eilbeckerweg 172, 23 — [200, 946, 397, 961]
